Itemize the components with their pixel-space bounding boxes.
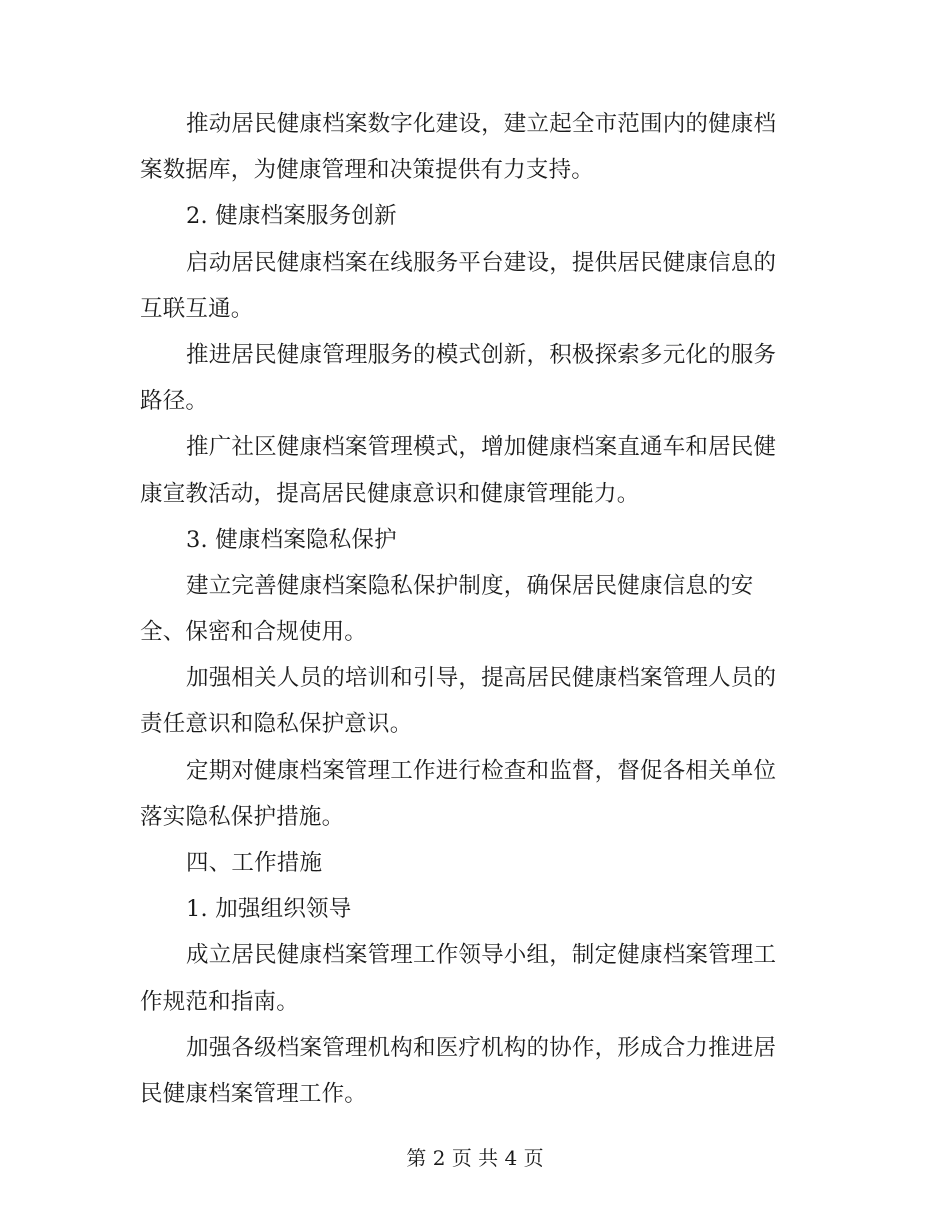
paragraph-line: 推进居民健康管理服务的模式创新，积极探索多元化的服务 xyxy=(186,341,777,368)
paragraph-line: 落实隐私保护措施。 xyxy=(140,803,345,830)
paragraph-line: 启动居民健康档案在线服务平台建设，提供居民健康信息的 xyxy=(186,249,777,276)
paragraph-line: 推动居民健康档案数字化建设，建立起全市范围内的健康档 xyxy=(186,111,777,137)
paragraph-line: 作规范和指南。 xyxy=(140,988,299,1015)
paragraph-line: 加强相关人员的培训和引导，提高居民健康档案管理人员的 xyxy=(186,665,777,692)
chapter-heading: 四、工作措施 xyxy=(186,850,323,876)
paragraph-line: 建立完善健康档案隐私保护制度，确保居民健康信息的安 xyxy=(186,572,754,599)
paragraph-line: 民健康档案管理工作。 xyxy=(140,1080,368,1107)
section-heading: 1. 加强组织领导 xyxy=(186,896,352,923)
paragraph-line: 定期对健康档案管理工作进行检查和监督，督促各相关单位 xyxy=(186,757,777,784)
paragraph-line: 加强各级档案管理机构和医疗机构的协作，形成合力推进居 xyxy=(186,1034,777,1061)
paragraph-line: 路径。 xyxy=(140,388,209,415)
document-body xyxy=(140,101,800,1117)
section-heading: 3. 健康档案隐私保护 xyxy=(186,526,397,553)
paragraph-line: 责任意识和隐私保护意识。 xyxy=(140,711,413,738)
section-heading: 2. 健康档案服务创新 xyxy=(186,203,397,230)
paragraph-line: 成立居民健康档案管理工作领导小组，制定健康档案管理工 xyxy=(186,942,777,969)
paragraph-line: 互联互通。 xyxy=(140,295,254,322)
paragraph-line: 推广社区健康档案管理模式，增加健康档案直通车和居民健 xyxy=(186,434,777,461)
page-number-footer: 第 2 页 共 4 页 xyxy=(406,1146,544,1170)
paragraph-line: 全、保密和合规使用。 xyxy=(140,619,368,646)
paragraph-line: 康宣教活动，提高居民健康意识和健康管理能力。 xyxy=(140,480,640,507)
paragraph-line: 案数据库，为健康管理和决策提供有力支持。 xyxy=(140,157,595,184)
